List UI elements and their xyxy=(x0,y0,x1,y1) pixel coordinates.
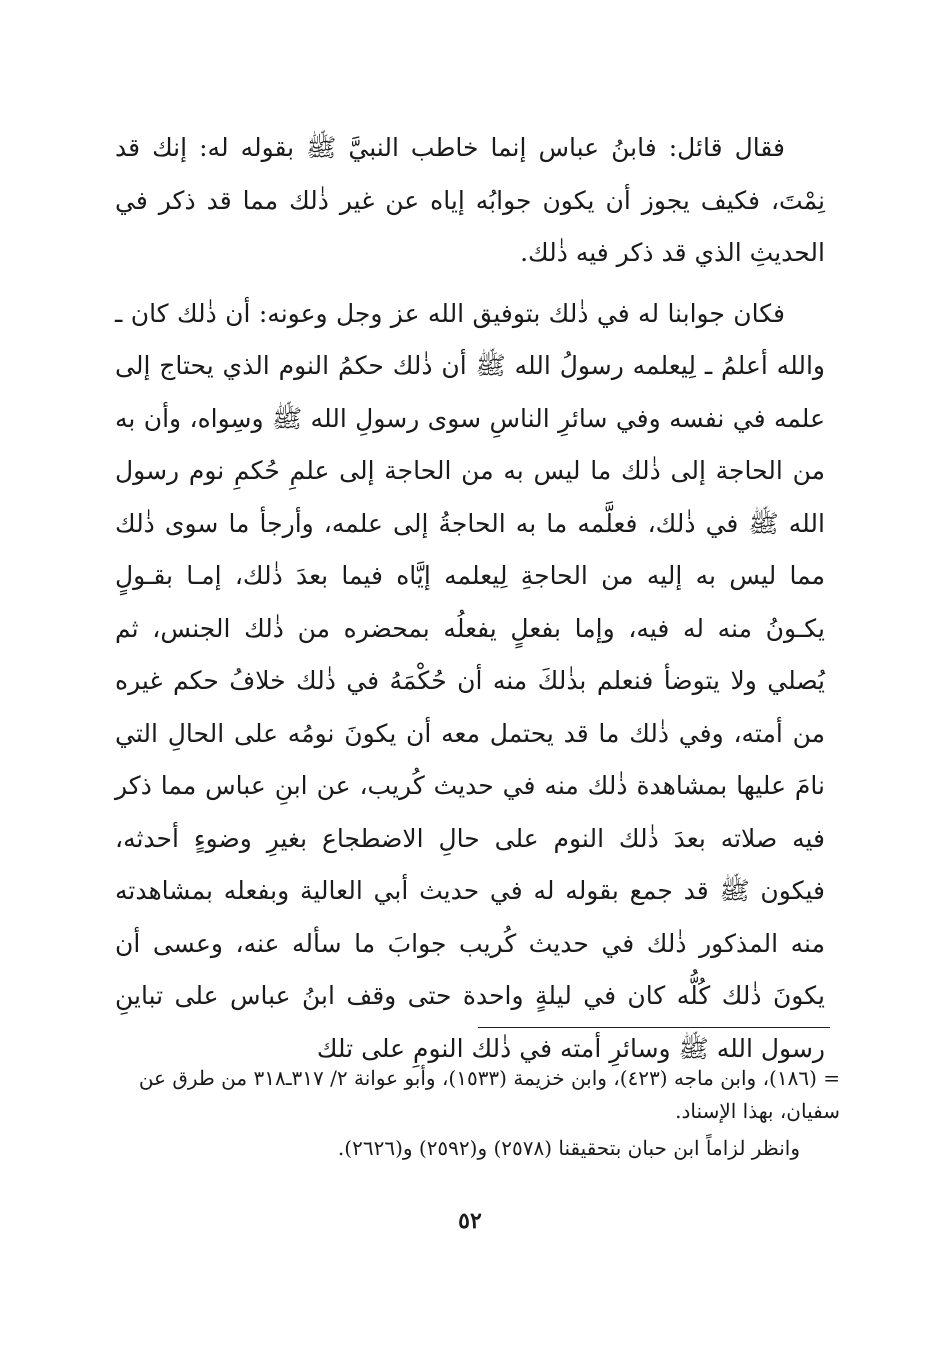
footnotes xyxy=(120,1062,840,1165)
main-text xyxy=(115,122,825,1075)
paragraph-2: فكان جوابنا له في ذٰلك بتوفيق الله عز وجل وعونه: أن ذٰلك كان ـ والله أعلمُ ـ لِيعلمه رسولُ الله ﷺ أن ذٰلك حكمُ النوم الذي يحتاج إلى علمه في نفسه وفي سائرِ الناسِ سوى رسولِ الله ﷺ وسِواه، وأن به من الحاجة إلى ذٰلك ما ليس به من الحاجة إلى علمِ حُكمِ نوم رسول الله ﷺ في ذٰلك، فعلَّمه ما به الحاجةُ إلى علمه، وأرجأ ما سوى ذٰلك مما ليس به إليه من الحاجةِ لِيعلمه إيَّاه فيما بعدَ ذٰلك، إمـا بقـولٍ يكـونُ منه له فيه، وإما بفعلٍ يفعلُه بمحضره من ذٰلك الجنس، ثم يُصلي ولا يتوضأ فنعلم بذٰلكَ منه أن حُكْمَهُ في ذٰلك خلافُ حكم غيره من أمته، وفي ذٰلك ما قد يحتمل معه أن يكونَ نومُه على الحالِ التي نامَ عليها بمشاهدة ذٰلك منه في حديث كُريب، عن ابنِ عباس مما ذكر فيه صلاته بعدَ ذٰلك النوم على حالِ الاضطجاع بغيرِ وضوءٍ أحدثه، فيكون ﷺ قد جمع بقوله له في حديث أبي العالية وبفعله بمشاهدته منه المذكور ذٰلك في حديث كُريب جوابَ ما سأله عنه، وعسى أن يكونَ ذٰلك كُلُّه كان في ليلةٍ واحدة حتى وقف ابنُ عباس على تباينِ رسول الله ﷺ وسائرِ أمته في ذٰلك النومِ على تلك xyxy=(115,298,825,1063)
page-number: ٥٢ xyxy=(458,1208,482,1234)
paragraph-1: فقال قائل: فابنُ عباس إنما خاطب النبيَّ ﷺ بقوله له: إنك قد نِمْتَ، فكيف يجوز أن يكون جوابُه إياه عن غير ذٰلك مما قد ذكر في الحديثِ الذي قد ذكر فيه ذٰلك. xyxy=(115,133,825,267)
footnote-separator xyxy=(478,1027,830,1028)
footnote-continued: = (١٨٦)، وابن ماجه (٤٢٣)، وابن خزيمة (١٥٣٣)، وأبو عوانة ٢/ ٣١٧ـ٣١٨ من طرق عن سفيان، بهذا الإسناد. xyxy=(120,1062,840,1128)
footnote-see-also: وانظر لزاماً ابن حبان بتحقيقنا (٢٥٧٨) و(٢٥٩٢) و(٢٦٢٦). xyxy=(337,1136,800,1160)
